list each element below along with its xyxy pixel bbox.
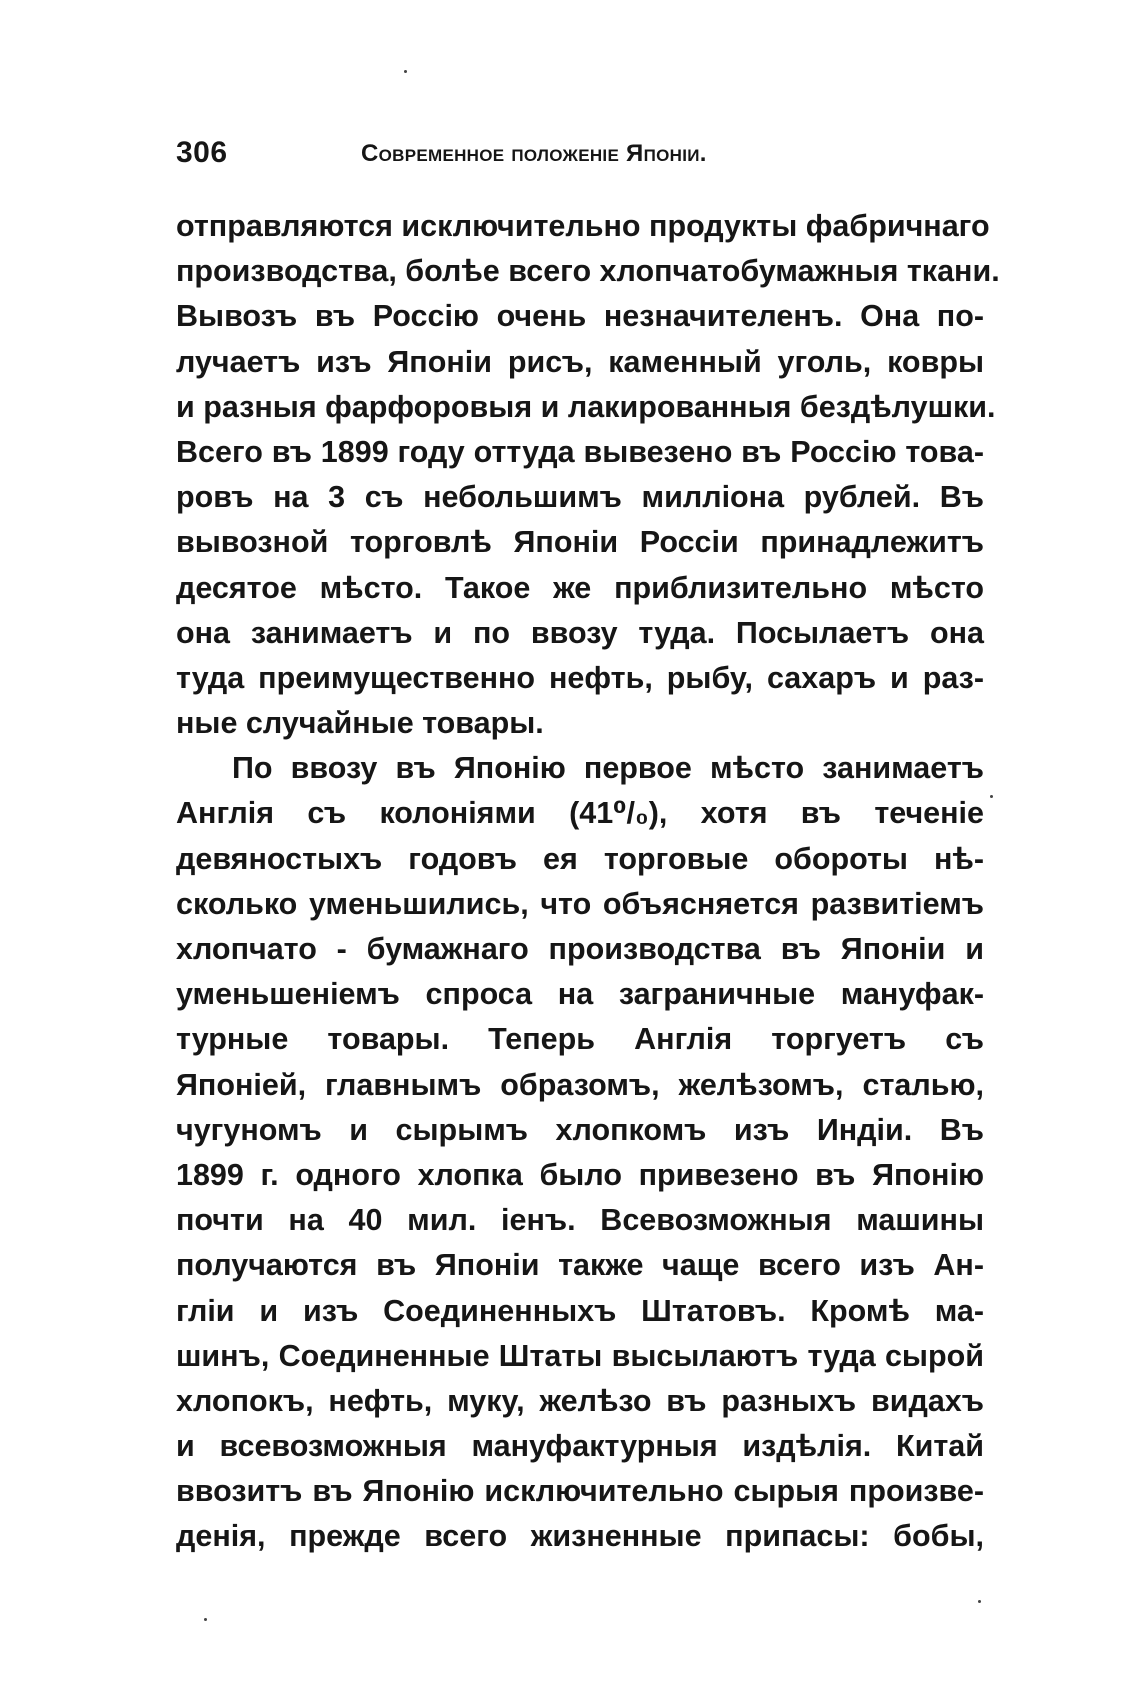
body-text xyxy=(176,204,1000,1560)
text-line: уменьшеніемъ спроса на заграничные мануфак- xyxy=(176,977,984,1012)
text-line: Англія съ колоніями (41⁰/₀), хотя въ теченіе xyxy=(176,796,984,831)
text-line: чугуномъ и сырымъ хлопкомъ изъ Индіи. Въ xyxy=(176,1112,984,1147)
text-line: сколько уменьшились, что объясняется развитіемъ xyxy=(176,886,984,921)
text-line: турные товары. Теперь Англія торгуетъ съ xyxy=(176,1022,984,1057)
text-line: 1899 г. одного хлопка было привезено въ Японію xyxy=(176,1157,984,1192)
text-line: ровъ на 3 съ небольшимъ милліона рублей. Въ xyxy=(176,480,984,515)
text-line: гліи и изъ Соединенныхъ Штатовъ. Кромѣ ма- xyxy=(176,1293,984,1328)
running-title: Современное положеніе Японіи. xyxy=(361,140,707,167)
text-line: лучаетъ изъ Японіи рисъ, каменный уголь, ковры xyxy=(176,344,984,379)
text-line: Всего въ 1899 году оттуда вывезено въ Россію това- xyxy=(176,434,984,469)
page-number: 306 xyxy=(176,136,228,169)
text-line: хлопчато - бумажнаго производства въ Японіи и xyxy=(176,932,984,966)
text-line: туда преимущественно нефть, рыбу, сахаръ и раз- xyxy=(176,660,984,695)
text-line: ные случайные товары. xyxy=(176,706,544,741)
text-line: производства, болѣе всего хлопчатобумажныя ткани. xyxy=(176,254,1000,289)
text-line: вывозной торговлѣ Японіи Россіи принадлежитъ xyxy=(176,525,984,560)
text-line: шинъ, Соединенные Штаты высылаютъ туда сырой xyxy=(176,1338,984,1373)
text-line: хлопокъ, нефть, муку, желѣзо въ разныхъ видахъ xyxy=(176,1383,984,1418)
text-line: девяностыхъ годовъ ея торговые обороты нѣ- xyxy=(176,841,984,876)
scan-speck xyxy=(990,795,993,798)
text-line: и разныя фарфоровыя и лакированныя бездѣлушки. xyxy=(176,389,996,424)
text-line: Японіей, главнымъ образомъ, желѣзомъ, сталью, xyxy=(176,1067,984,1102)
scan-speck xyxy=(204,1618,207,1621)
text-line: По ввозу въ Японію первое мѣсто занимаетъ xyxy=(232,751,984,786)
text-line: ввозитъ въ Японію исключительно сырыя произве- xyxy=(176,1474,984,1509)
scan-speck xyxy=(978,1600,981,1603)
text-line: почти на 40 мил. іенъ. Всевозможныя машины xyxy=(176,1203,984,1238)
paragraph-2 xyxy=(176,746,984,1559)
text-line: десятое мѣсто. Такое же приблизительно мѣсто xyxy=(176,570,984,605)
text-line: она занимаетъ и по ввозу туда. Посылаетъ она xyxy=(176,615,984,650)
scan-speck xyxy=(404,70,407,73)
text-line: получаются въ Японіи также чаще всего изъ Ан- xyxy=(176,1248,984,1283)
paragraph-1 xyxy=(176,204,1000,746)
text-line: денія, прежде всего жизненные припасы: бобы, xyxy=(176,1519,984,1554)
text-line: Вывозъ въ Россію очень незначителенъ. Она по- xyxy=(176,299,984,334)
text-line: отправляются исключительно продукты фабричнаго xyxy=(176,209,990,243)
text-line: и всевозможныя мануфактурныя издѣлія. Китай xyxy=(176,1429,984,1464)
page-header xyxy=(176,136,984,180)
